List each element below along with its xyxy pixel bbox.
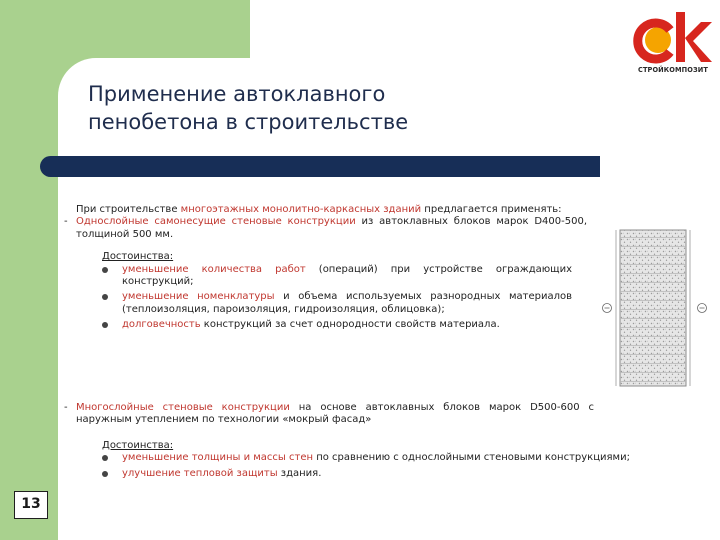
item-highlight: улучшение тепловой защиты xyxy=(122,467,278,479)
advantages-block-1 xyxy=(102,251,572,331)
title-line-2: пенобетона в строительстве xyxy=(88,110,409,134)
advantages-heading-1: Достоинства: xyxy=(102,251,174,263)
intro-text-2: предлагается применять: xyxy=(421,204,562,215)
intro-text-1: При строительстве xyxy=(76,204,181,215)
item-highlight: уменьшение количества работ xyxy=(122,263,306,275)
advantages-list-2 xyxy=(102,452,694,480)
advantages-list-1 xyxy=(102,264,572,332)
stroykompozit-logo xyxy=(630,8,716,86)
bullet-icon xyxy=(102,322,108,328)
item-highlight: долговечность xyxy=(122,319,201,331)
singlelayer-text: из автоклавных блоков марок D400-500, толщиной 500 мм. xyxy=(76,216,588,240)
list-item xyxy=(102,452,694,464)
item-text: по сравнению с однослойными стеновыми конструкциями; xyxy=(313,452,630,464)
multilayer-block xyxy=(62,402,594,427)
item-text: конструкций за счет однородности свойств материала. xyxy=(200,319,500,331)
item-text: (операций) при устройстве ограждающих конструкций; xyxy=(122,263,572,288)
main-text xyxy=(62,204,587,335)
list-item xyxy=(102,319,572,331)
list-item xyxy=(102,468,694,480)
wall-section-illustration xyxy=(596,220,720,388)
bullet-icon xyxy=(102,455,108,461)
advantages-heading-2: Достоинства: xyxy=(102,440,174,451)
intro-highlight-buildings: многоэтажных монолитно-каркасных зданий xyxy=(180,204,422,215)
page-title xyxy=(88,80,568,136)
list-item xyxy=(102,264,572,289)
slide-number: 13 xyxy=(14,491,48,519)
multilayer-paragraph xyxy=(62,402,594,427)
bullet-icon xyxy=(102,471,108,477)
item-highlight: уменьшение номенклатуры xyxy=(122,291,275,303)
logo-letter-k-stem xyxy=(676,12,685,62)
logo-letter-k-arm xyxy=(685,22,712,62)
intro-paragraph xyxy=(62,204,587,216)
bullet-icon xyxy=(102,267,108,273)
title-divider-bar xyxy=(40,156,600,177)
list-item xyxy=(102,291,572,316)
item-text: и объема используемых разнородных материалов (теплоизоляция, пароизоляция, гидроизоляция, облицовка); xyxy=(122,291,573,315)
item-text: здания. xyxy=(277,467,322,479)
advantages-block-2 xyxy=(102,440,694,483)
singlelayer-highlight: Однослойные самонесущие стеновые конструкции xyxy=(76,216,356,228)
multilayer-highlight: Многослойные стеновые конструкции xyxy=(76,402,290,413)
title-line-1: Применение автоклавного xyxy=(88,82,386,106)
multilayer-text: на основе автоклавных блоков марок D500-600 с наружным утеплением по технологии «мокрый фасад» xyxy=(76,402,594,426)
item-highlight: уменьшение толщины и массы стен xyxy=(122,452,314,464)
wall-block-joints xyxy=(620,230,686,386)
singlelayer-paragraph xyxy=(62,216,587,241)
bullet-icon xyxy=(102,294,108,300)
logo-company-name: СТРОЙКОМПОЗИТ xyxy=(638,66,708,74)
